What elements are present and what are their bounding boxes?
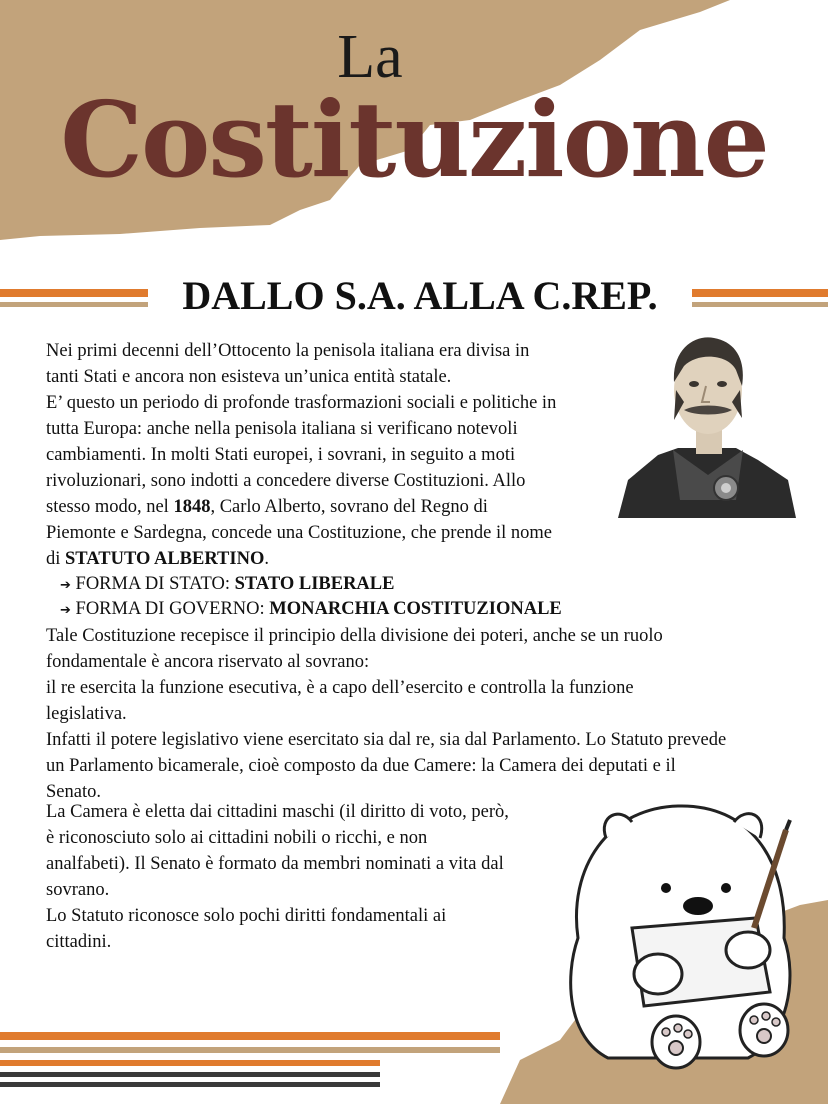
carlo-alberto-portrait bbox=[618, 330, 796, 518]
bullet-forma-stato bbox=[60, 574, 394, 595]
polar-bear-illustration bbox=[548, 778, 810, 1078]
title-small: La bbox=[337, 23, 403, 91]
text-line: sovrano. bbox=[46, 880, 110, 900]
text-line: rivoluzionari, sono indotti a concedere diverse Costituzioni. Allo bbox=[46, 471, 526, 491]
text-line: Nei primi decenni dell’Ottocento la penisola italiana era divisa in bbox=[46, 341, 530, 361]
page-title: Costituzione bbox=[60, 78, 768, 201]
text-line: è riconosciuto solo ai cittadini nobili o ricchi, e non bbox=[46, 828, 428, 848]
closing-paragraph bbox=[46, 799, 566, 955]
text-line: La Camera è eletta dai cittadini maschi (il diritto di voto, però, bbox=[46, 802, 509, 822]
arrow-icon: ➔ bbox=[60, 578, 71, 593]
text-line: Piemonte e Sardegna, concede una Costituzione, che prende il nome bbox=[46, 523, 553, 543]
statuto-albertino: STATUTO ALBERTINO bbox=[65, 549, 265, 569]
text-line: Tale Costituzione recepisce il principio della divisione dei poteri, anche se un ruolo bbox=[46, 626, 663, 646]
intro-paragraph bbox=[46, 338, 616, 572]
text-line: tanti Stati e ancora non esisteva un’unica entità statale. bbox=[46, 367, 452, 387]
text-line: legislativa. bbox=[46, 704, 127, 724]
text-segment: , Carlo Alberto, sovrano del Regno di bbox=[210, 497, 488, 517]
text-line: tutta Europa: anche nella penisola italiana si verificano notevoli bbox=[46, 419, 518, 439]
text-line: Infatti il potere legislativo viene esercitato sia dal re, sia dal Parlamento. Lo Statuto prevede bbox=[46, 730, 727, 750]
text-line: il re esercita la funzione esecutiva, è a capo dell’esercito e controlla la funzione bbox=[46, 678, 634, 698]
year-1848: 1848 bbox=[173, 497, 211, 517]
text-line: Senato. bbox=[46, 782, 101, 802]
arrow-icon: ➔ bbox=[60, 603, 71, 618]
text-line bbox=[46, 494, 616, 520]
bullet-label: FORMA DI GOVERNO: bbox=[75, 599, 270, 619]
section-title: DALLO S.A. ALLA C.REP. bbox=[182, 273, 658, 318]
text-line: cambiamenti. In molti Stati europei, i sovrani, in seguito a moti bbox=[46, 445, 516, 465]
bullet-label: FORMA DI STATO: bbox=[75, 574, 235, 594]
text-line: Lo Statuto riconosce solo pochi diritti fondamentali ai bbox=[46, 906, 447, 926]
bullet-forma-governo bbox=[60, 599, 562, 620]
text-line: E’ questo un periodo di profonde trasformazioni sociali e politiche in bbox=[46, 393, 557, 413]
bottom-stripes bbox=[0, 1032, 500, 1092]
text-segment: . bbox=[264, 549, 269, 569]
text-line: analfabeti). Il Senato è formato da membri nominati a vita dal bbox=[46, 854, 504, 874]
bullet-value: STATO LIBERALE bbox=[234, 574, 395, 594]
text-line bbox=[46, 546, 616, 572]
bullet-value: MONARCHIA COSTITUZIONALE bbox=[269, 599, 562, 619]
text-line: fondamentale è ancora riservato al sovrano: bbox=[46, 652, 370, 672]
text-segment: stesso modo, nel bbox=[46, 497, 174, 517]
text-line: un Parlamento bicamerale, cioè composto da due Camere: la Camera dei deputati e il bbox=[46, 756, 676, 776]
stripes-right bbox=[692, 289, 828, 312]
text-line: cittadini. bbox=[46, 932, 112, 952]
text-segment: di bbox=[46, 549, 66, 569]
stripes-left bbox=[0, 289, 148, 312]
